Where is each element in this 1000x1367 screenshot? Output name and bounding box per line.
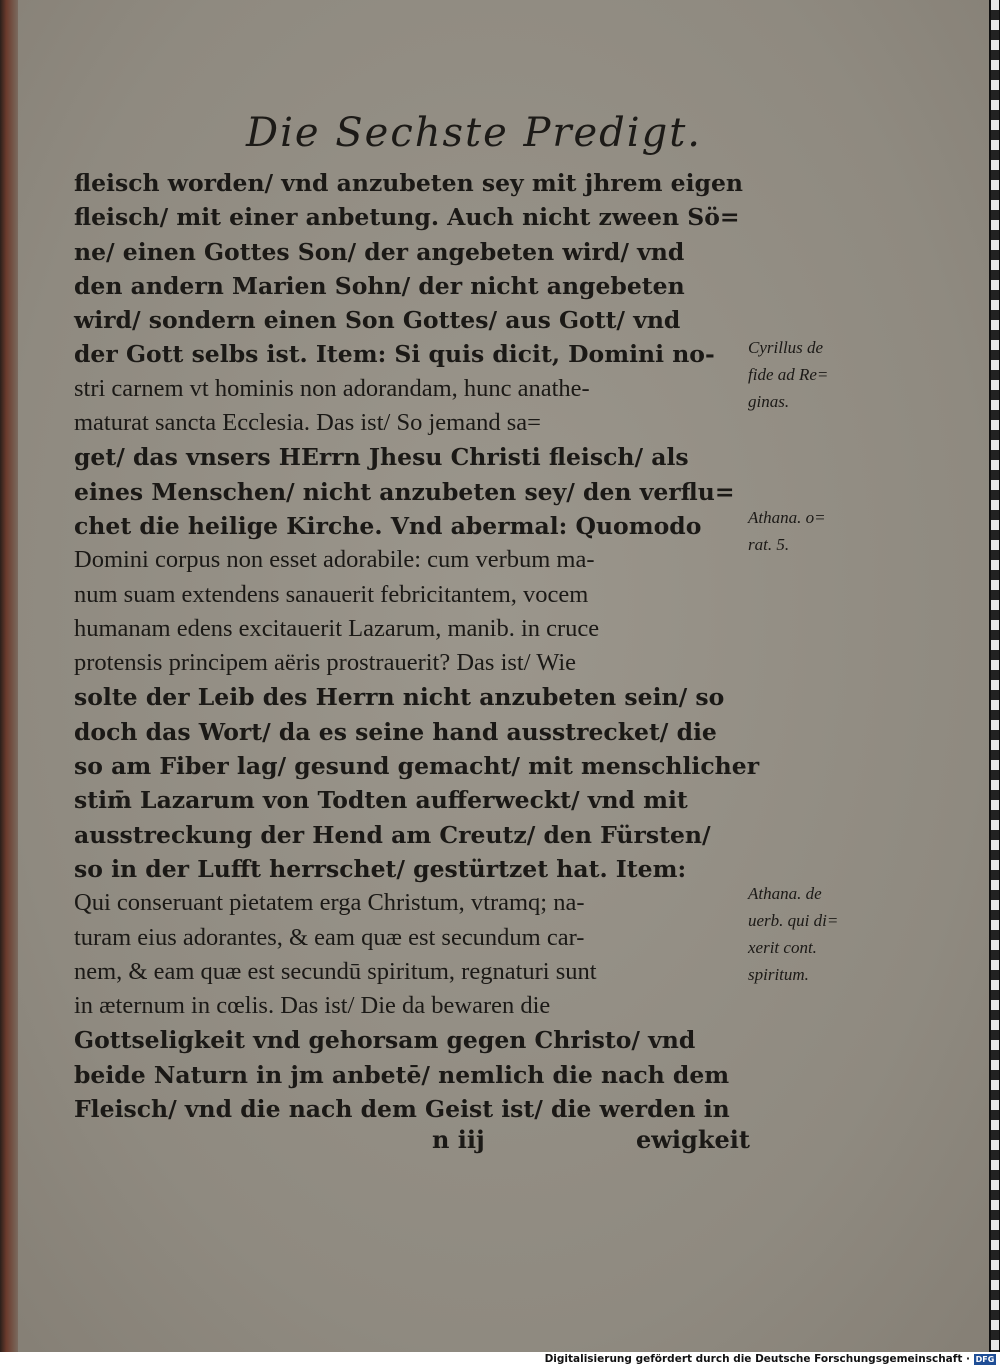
text-line: stri carnem vt hominis non adorandam, hunc anathe-: [74, 374, 590, 402]
running-head: Die Sechste Predigt.: [246, 110, 702, 156]
scan-scale-bar: [991, 0, 999, 1352]
text-line: den andern Marien Sohn/ der nicht angebeten: [74, 271, 685, 300]
signature-mark: n iij: [432, 1125, 485, 1154]
text-line: Qui conseruant pietatem erga Christum, vtramq; na-: [74, 889, 585, 917]
text-line: num suam extendens sanauerit febricitantem, vocem: [74, 580, 589, 608]
text-line: fleisch worden/ vnd anzubeten sey mit jhrem eigen: [74, 169, 744, 197]
margin-note-athana-de-uerb: Athana. de uerb. qui di= xerit cont. spiritum.: [748, 884, 839, 984]
text-line: eines Menschen/ nicht anzubeten sey/ den verflu=: [74, 477, 735, 506]
text-line: solte der Leib des Herrn nicht anzubeten sein/ so: [74, 683, 725, 712]
text-line: turam eius adorantes, & eam quæ est secundum car-: [74, 923, 585, 951]
text-line: ne/ einen Gottes Son/ der angebeten wird/ vnd: [74, 237, 685, 266]
text-line: Gottseligkeit vnd gehorsam gegen Christo/ vnd: [74, 1026, 696, 1055]
text-line: protensis principem aëris prostrauerit? Das ist/ Wie: [74, 649, 577, 677]
body-text: [74, 166, 760, 1126]
text-line: der Gott selbs ist. Item: Si quis dicit, Domini no-: [74, 340, 715, 369]
text-line: doch das Wort/ da es seine hand ausstrecket/ die: [74, 717, 717, 746]
text-line: chet die heilige Kirche. Vnd abermal: Quomodo: [74, 511, 702, 540]
text-line: nem, & eam quæ est secundū spiritum, regnaturi sunt: [74, 957, 597, 985]
catchword: ewigkeit: [636, 1125, 750, 1154]
margin-note-athana-orat: Athana. o= rat. 5.: [748, 508, 826, 554]
text-line: maturat sancta Ecclesia. Das ist/ So jemand sa=: [74, 409, 541, 437]
text-line: get/ das vnsers HErrn Jhesu Christi fleisch/ als: [74, 443, 689, 472]
text-line: humanam edens excitauerit Lazarum, manib. in cruce: [74, 614, 600, 642]
text-line: stim̄ Lazarum von Todten aufferweckt/ vnd mit: [74, 786, 688, 815]
dfg-logo: DFG: [975, 1355, 995, 1364]
text-line: Fleisch/ vnd die nach dem Geist ist/ die werden in: [74, 1095, 730, 1124]
text-line: Domini corpus non esset adorabile: cum verbum ma-: [74, 546, 595, 574]
margin-note-cyrillus: Cyrillus de fide ad Re= ginas.: [748, 338, 829, 411]
text-line: beide Naturn in jm anbetē/ nemlich die nach dem: [74, 1060, 730, 1089]
page-binding-edge: [0, 0, 18, 1352]
text-line: ausstreckung der Hend am Creutz/ den Fürsten/: [74, 820, 711, 849]
digitization-credit: Digitalisierung gefördert durch die Deutsche Forschungsgemeinschaft ·: [544, 1353, 970, 1365]
text-line: in æternum in cœlis. Das ist/ Die da bewaren die: [74, 992, 551, 1020]
text-line: so am Fiber lag/ gesund gemacht/ mit menschlicher: [74, 752, 760, 781]
text-line: wird/ sondern einen Son Gottes/ aus Gott/ vnd: [74, 306, 681, 335]
text-line: fleisch/ mit einer anbetung. Auch nicht zween Sö=: [74, 203, 740, 232]
text-line: so in der Lufft herrschet/ gestürtzet hat. Item:: [74, 854, 687, 883]
